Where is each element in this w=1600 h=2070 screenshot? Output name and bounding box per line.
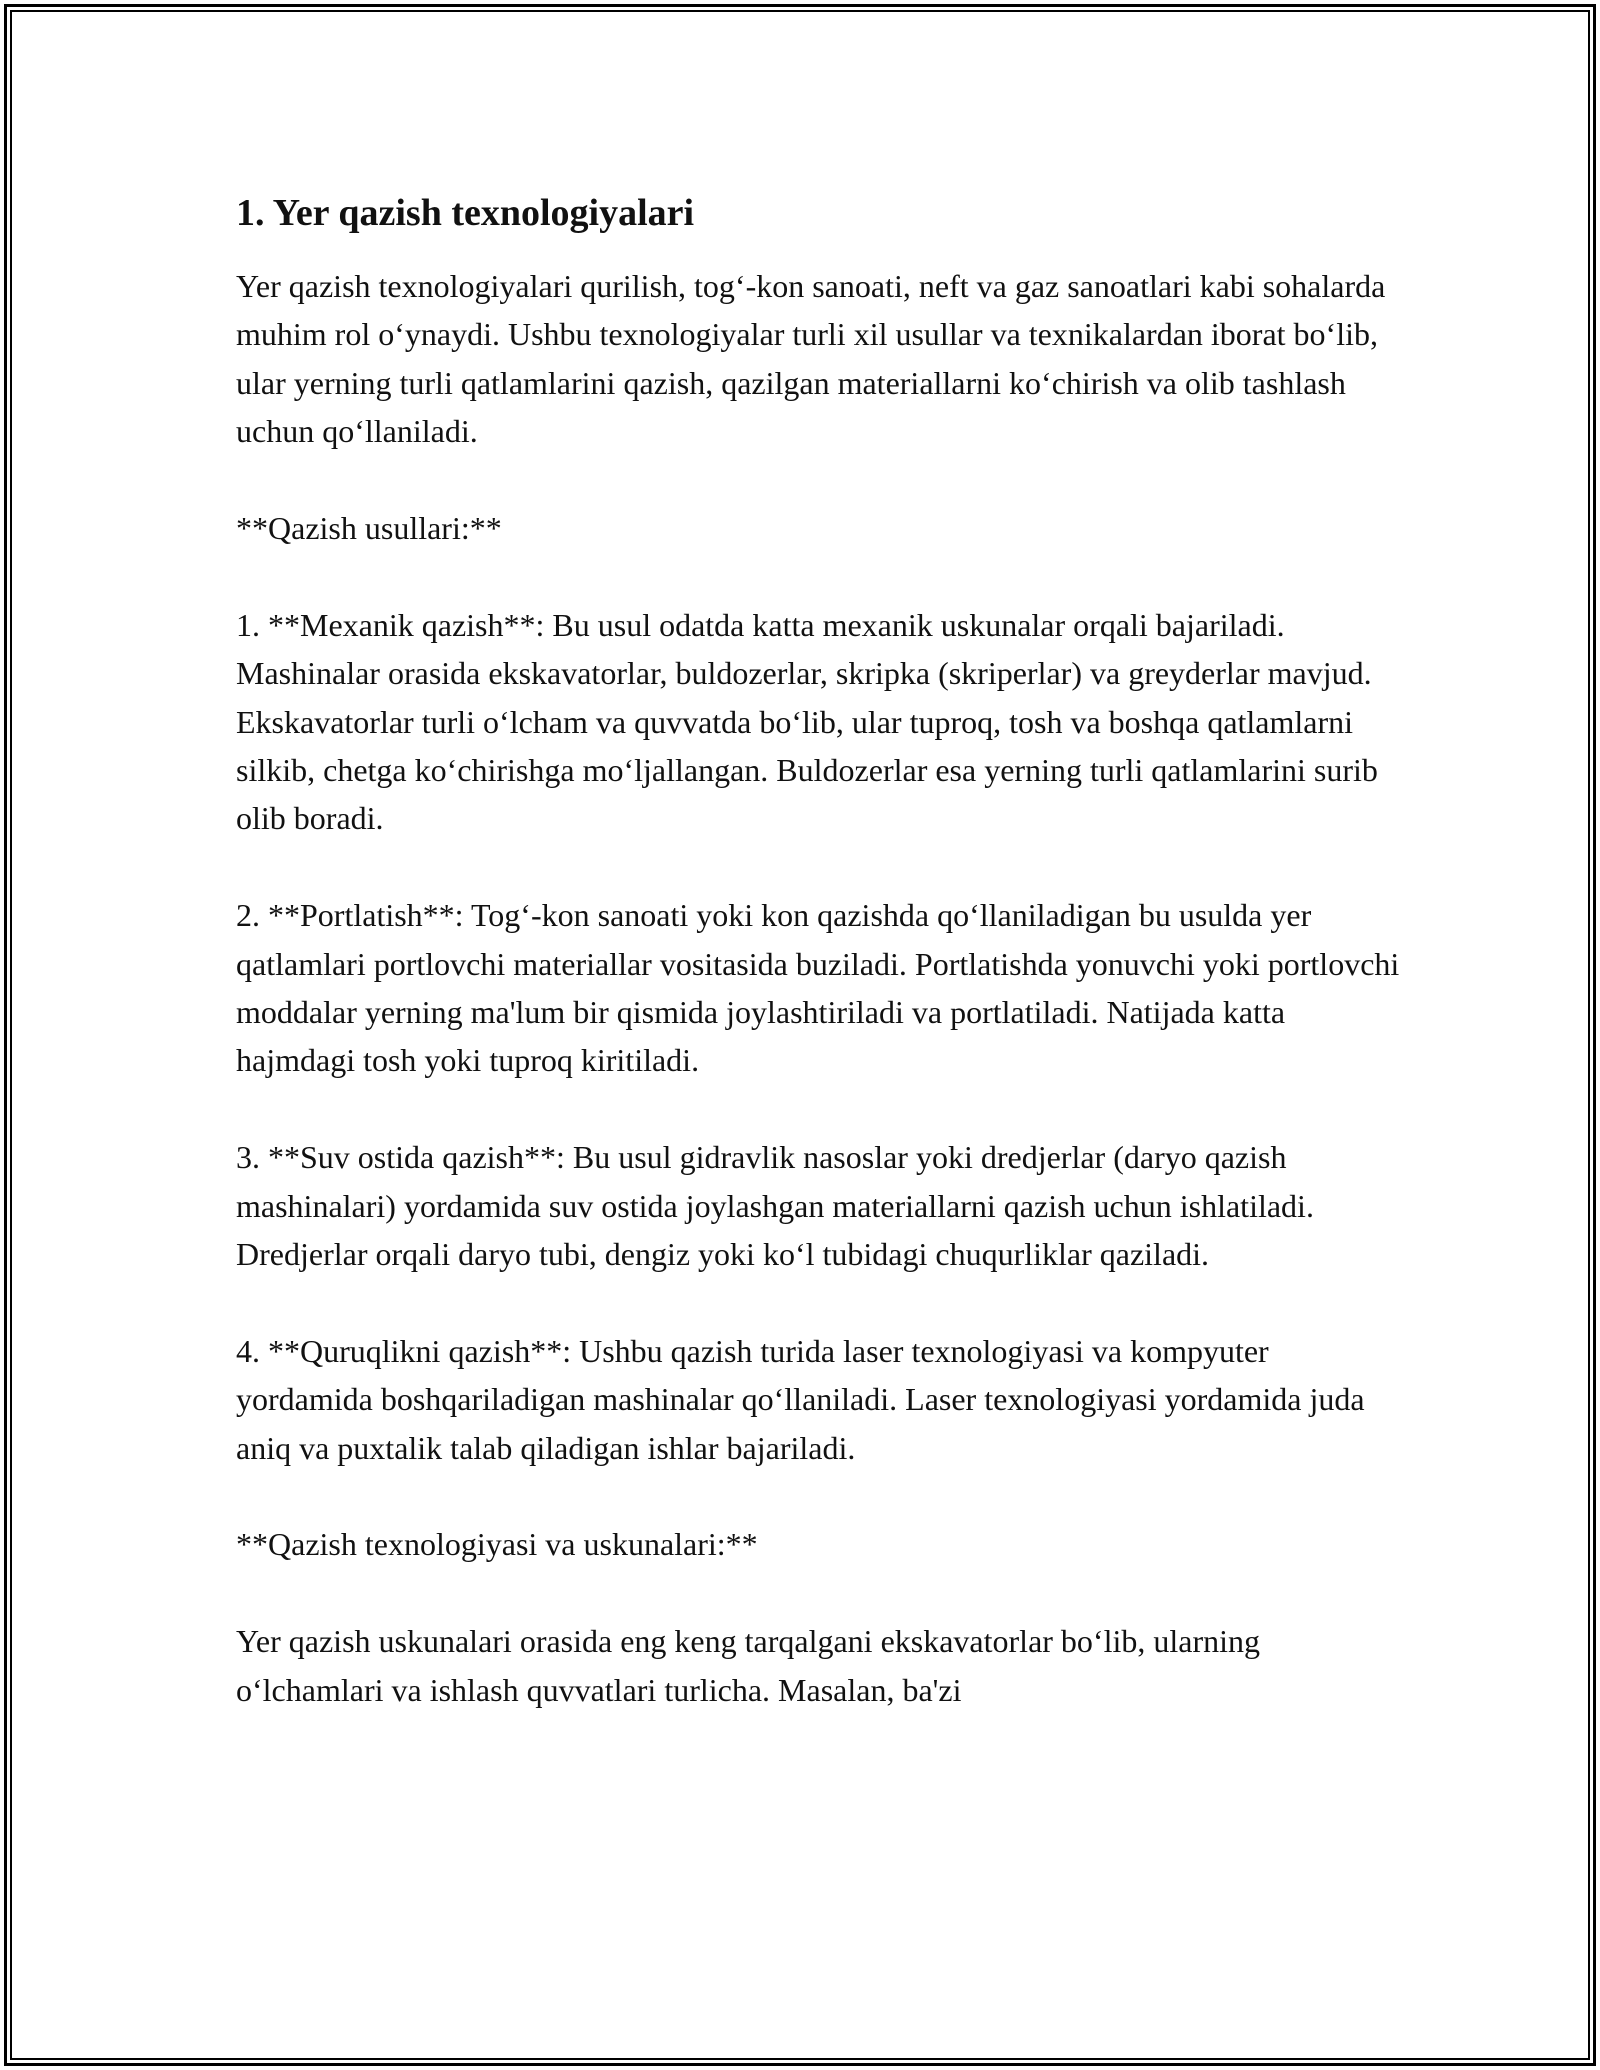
paragraph-land-digging: 4. **Quruqlikni qazish**: Ushbu qazish turida laser texnologiyasi va kompyuter yordamida boshqariladigan mashinalar qo‘llaniladi. Laser texnologiyasi yordamida juda aniq va puxtalik talab qiladigan ishlar bajariladi. <box>236 1332 1365 1466</box>
paragraph-mechanical-digging: 1. **Mexanik qazish**: Bu usul odatda katta mexanik uskunalar orqali bajariladi. Mashinalar orasida ekskavatorlar, buldozerlar, skripka (skriperlar) va greyderlar mavjud. Ekskavatorlar turli o‘lcham va quvvatda bo‘lib, ular tuproq, tosh va boshqa qatlamlarni silkib, chetga ko‘chirishga mo‘ljallangan. Buldozerlar esa yerning turli qatlamlarini surib olib boradi. <box>236 606 1378 837</box>
paragraph-intro: Yer qazish texnologiyalari qurilish, tog‘-kon sanoati, neft va gaz sanoatlari kabi sohalarda muhim rol o‘ynaydi. Ushbu texnologiyalar turli xil usullar va texnikalardan iborat bo‘lib, ular yerning turli qatlamlarini qazish, qazilgan materiallarni ko‘chirish va olib tashlash uchun qo‘llaniladi. <box>236 268 1386 450</box>
section-heading: 1. Yer qazish texnologiyalari <box>236 192 695 234</box>
paragraph-methods-heading: **Qazish usullari:** <box>236 510 502 547</box>
paragraph-equipment-heading: **Qazish texnologiyasi va uskunalari:** <box>236 1526 758 1563</box>
document-body <box>236 186 1406 1714</box>
paragraph-underwater-digging: 3. **Suv ostida qazish**: Bu usul gidravlik nasoslar yoki dredjerlar (daryo qazish mashinalari) yordamida suv ostida joylashgan materiallarni qazish uchun ishlatiladi. Dredjerlar orqali daryo tubi, dengiz yoki ko‘l tubidagi chuqurliklar qaziladi. <box>236 1139 1314 1273</box>
paragraph-equipment: Yer qazish uskunalari orasida eng keng tarqalgani ekskavatorlar bo‘lib, ularning o‘lchamlari va ishlash quvvatlari turlicha. Masalan, ba'zi <box>236 1623 1260 1708</box>
paragraph-blasting: 2. **Portlatish**: Tog‘-kon sanoati yoki kon qazishda qo‘llaniladigan bu usulda yer qatlamlari portlovchi materiallar vositasida buziladi. Portlatishda yonuvchi yoki portlovchi moddalar yerning ma'lum bir qismida joylashtiriladi va portlatiladi. Natijada katta hajmdagi tosh yoki tuproq kiritiladi. <box>236 897 1400 1079</box>
